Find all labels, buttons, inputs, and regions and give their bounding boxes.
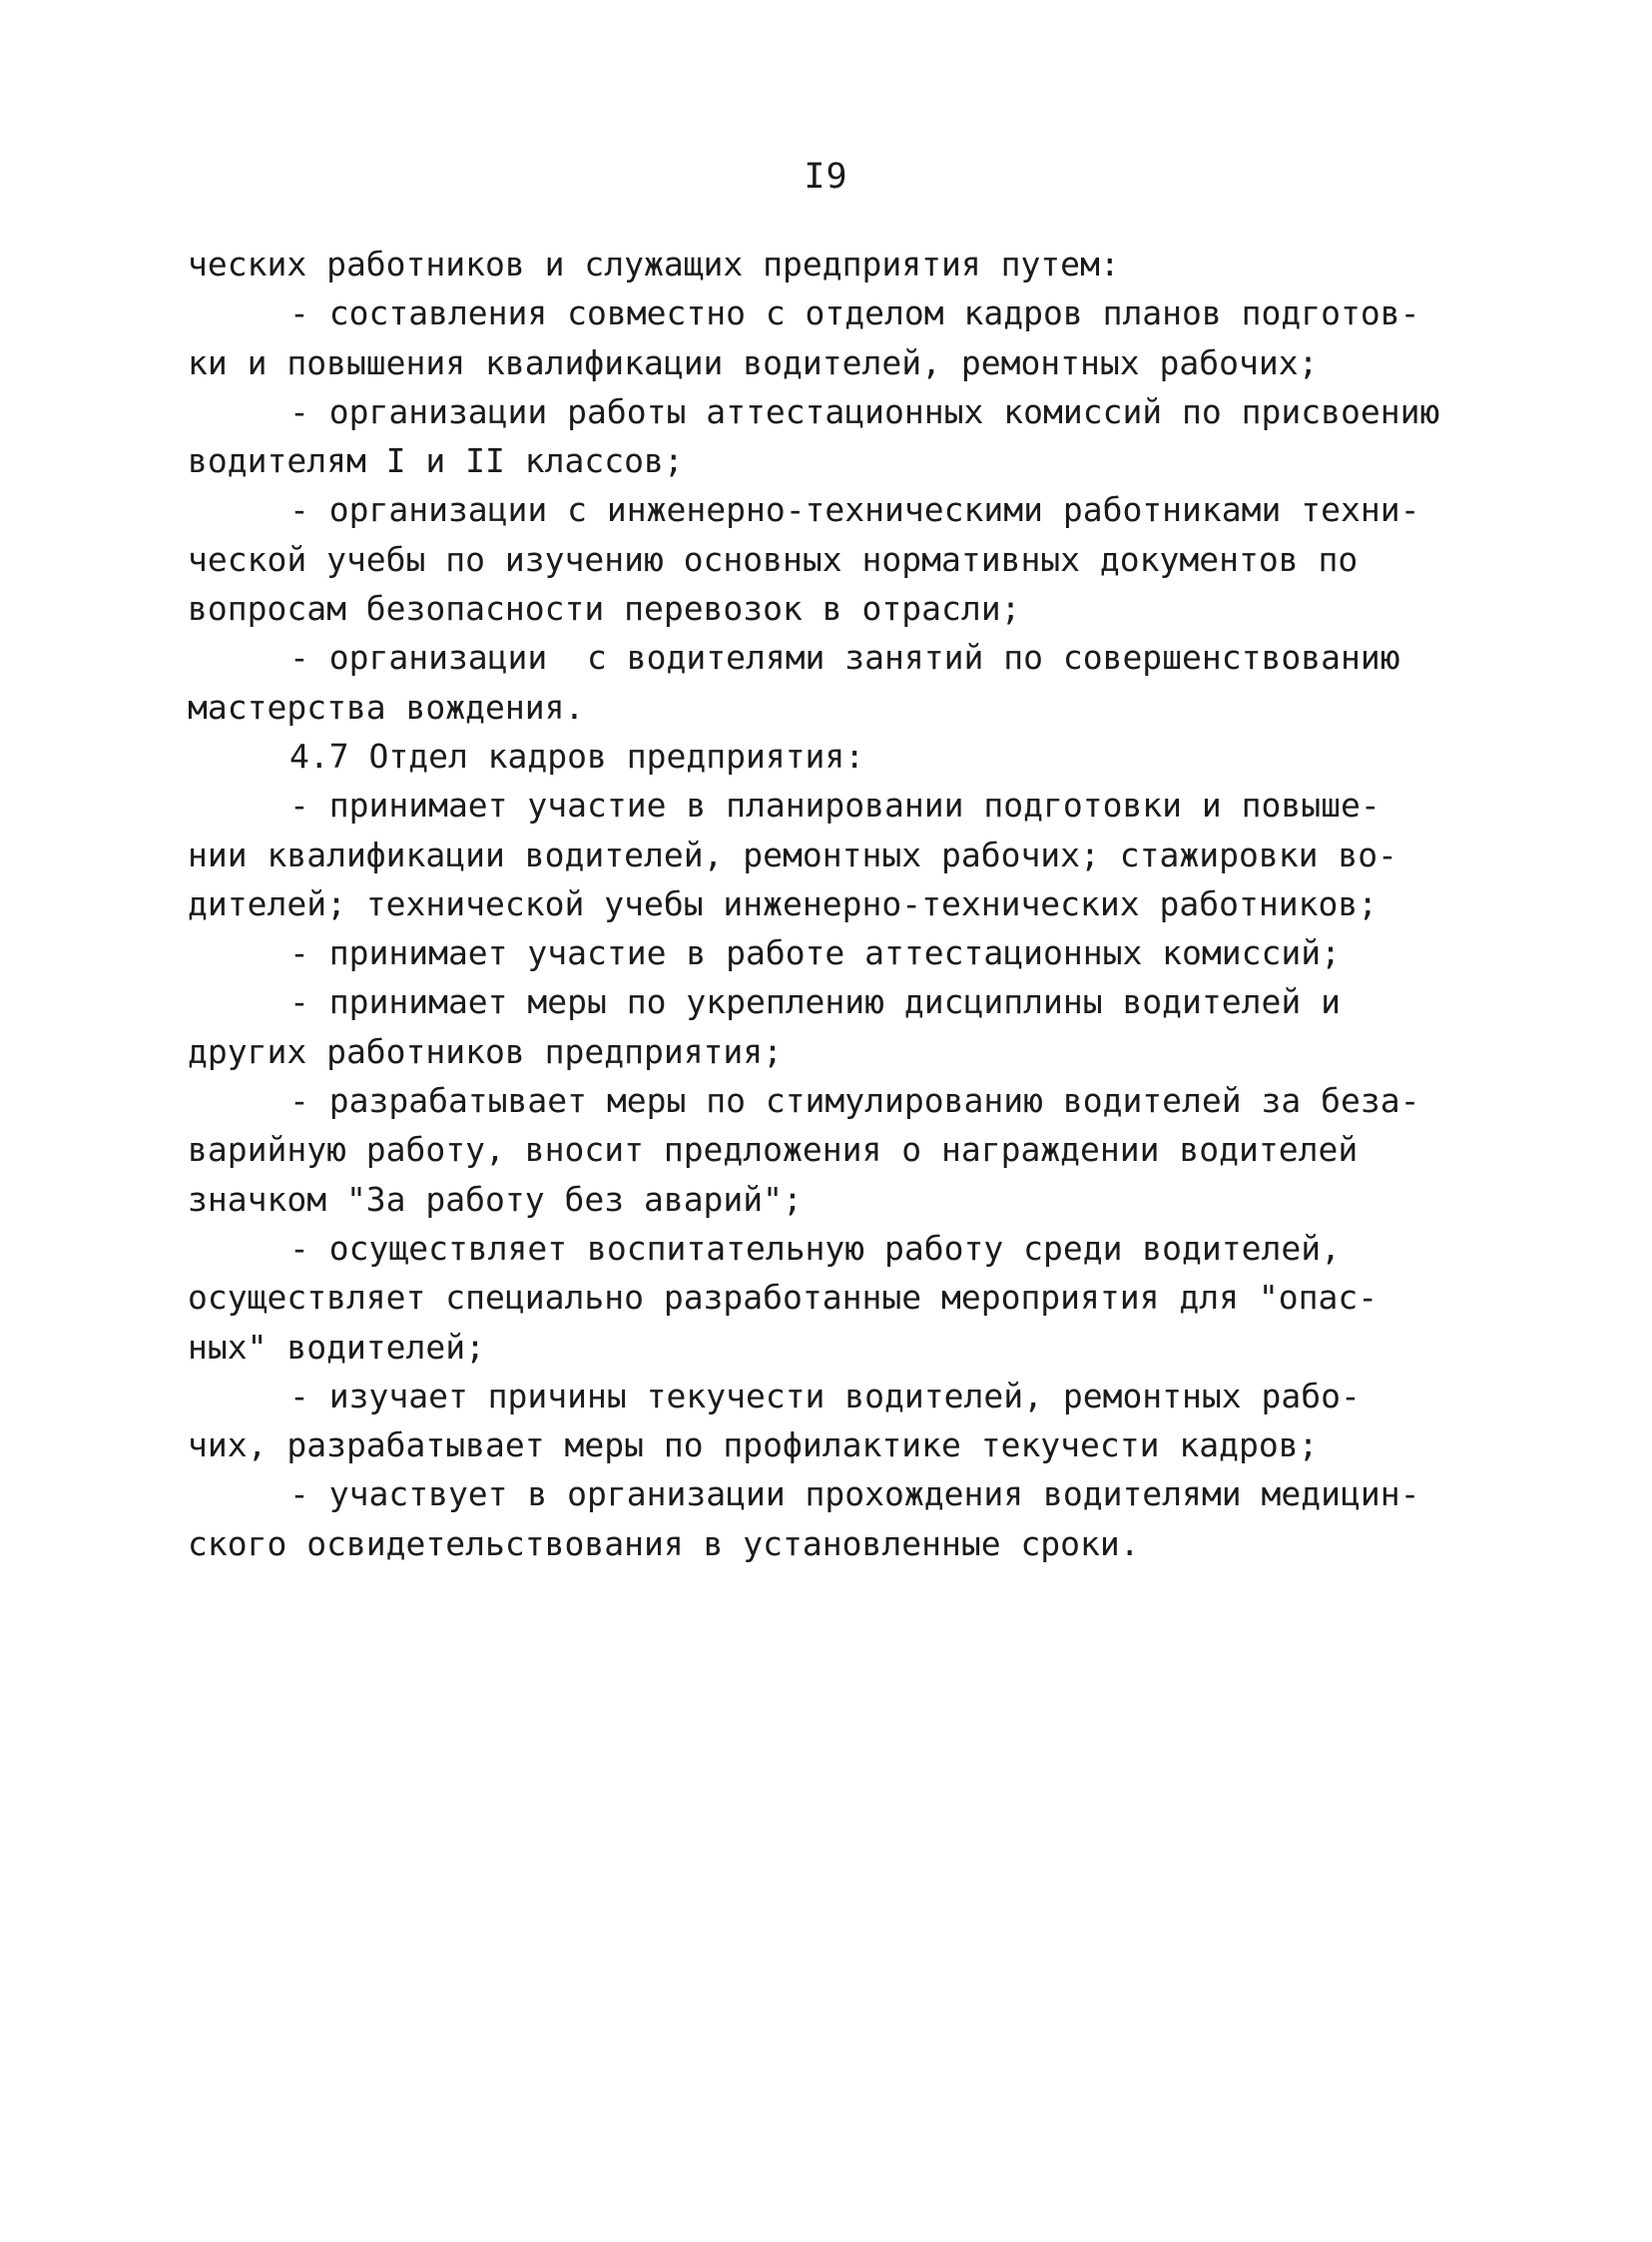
text-line: варийную работу, вносит предложения о награждении водителей (188, 1130, 1359, 1170)
text-line: - участвует в организации прохождения водителями медицин- (289, 1474, 1420, 1514)
page-number: I9 (804, 157, 848, 197)
text-line: ческой учебы по изучению основных нормативных документов по (188, 539, 1359, 579)
text-line: ческих работников и служащих предприятия путем: (188, 245, 1120, 283)
text-line: 4.7 Отдел кадров предприятия: (289, 736, 865, 776)
text-line: - организации с водителями занятий по совершенствованию (289, 638, 1400, 678)
text-line: дителей; технической учебы инженерно-технических работников; (188, 883, 1378, 923)
text-line: - принимает участие в работе аттестационных комиссий; (289, 933, 1341, 973)
text-line: нии квалификации водителей, ремонтных рабочих; стажировки во- (188, 835, 1397, 874)
text-line: значком "За работу без аварий"; (188, 1179, 803, 1219)
text-line: чих, разрабатывает меры по профилактике текучести кадров; (188, 1425, 1319, 1465)
text-line: - изучает причины текучести водителей, ремонтных рабо- (289, 1376, 1361, 1415)
body-text (188, 240, 1505, 1568)
text-line: других работников предприятия; (188, 1031, 784, 1071)
text-line: - организации с инженерно-техническими работниками техни- (289, 490, 1420, 530)
text-line: ных" водителей; (188, 1327, 486, 1367)
text-line: - организации работы аттестационных комиссий по присвоению (289, 391, 1440, 431)
text-line: мастерства вождения. (188, 687, 585, 727)
text-line: - составления совместно с отделом кадров планов подготов- (289, 293, 1420, 333)
text-line: водителям I и II классов; (188, 441, 684, 481)
text-line: вопросам безопасности перевозок в отрасли; (188, 589, 1021, 629)
text-line: - принимает меры по укреплению дисциплины водителей и (289, 982, 1341, 1022)
text-line: - принимает участие в планировании подготовки и повыше- (289, 786, 1380, 826)
text-line: осуществляет специально разработанные мероприятия для "опас- (188, 1278, 1378, 1318)
text-line: ского освидетельствования в установленные сроки. (188, 1523, 1140, 1563)
text-line: - осуществляет воспитательную работу среди водителей, (289, 1228, 1341, 1268)
text-line: - разрабатывает меры по стимулированию водителей за беза- (289, 1081, 1420, 1121)
text-line: ки и повышения квалификации водителей, ремонтных рабочих; (188, 342, 1319, 382)
